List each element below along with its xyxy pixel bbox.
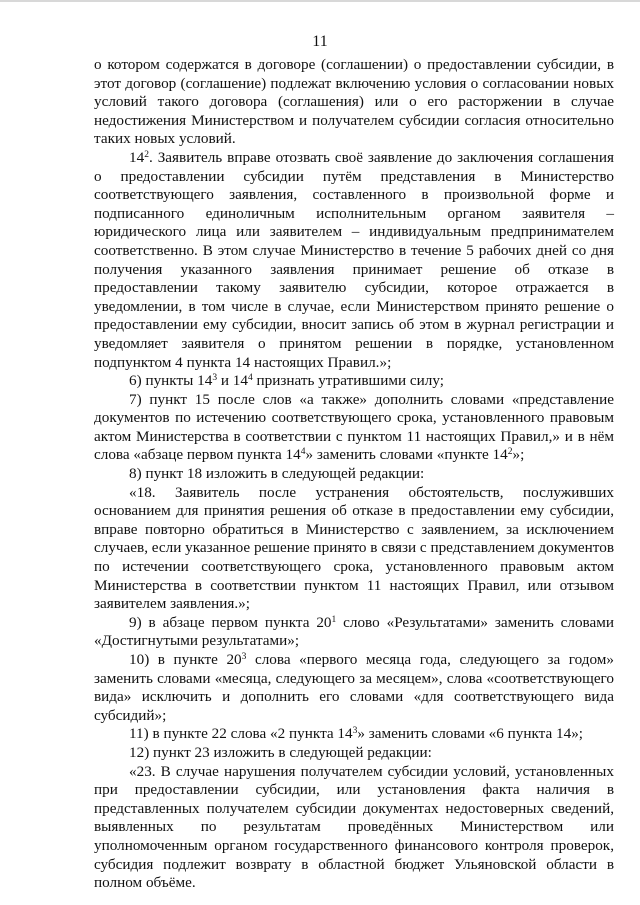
superscript: 1 <box>331 614 337 625</box>
item-7: 7) пункт 15 после слов «а также» дополнить словами «представление документов по истечению соответствующего срока, установленного правовым актом Министерства в соответствии с пунктом 11 настоящих Правил,» и в нём слова «абзаце первом пункта $14^4$» заменить словами «пункте $14^2$»; <box>94 390 614 464</box>
superscript: 3 <box>352 726 358 737</box>
top-border-line <box>0 0 640 2</box>
item-9: 9) в абзаце первом пункта $20^1$ слово «Результатами» заменить словами «Достигнутыми результатами»; <box>94 613 614 650</box>
document-body <box>94 56 614 893</box>
item-10: 10) в пункте $20^3$ слова «первого месяца года, следующего за годом» заменить словами «месяца, следующего за месяцем», слова «соответствующего вида» исключить и дополнить его словами «для соответствующего вида субсидий»; <box>94 651 614 724</box>
superscript: 2 <box>144 149 149 160</box>
superscript: 3 <box>241 652 247 662</box>
item-8: 8) пункт 18 изложить в следующей редакции: <box>129 465 425 483</box>
superscript: 4 <box>300 447 306 458</box>
superscript: 3 <box>212 373 218 384</box>
item-12: 12) пункт 23 изложить в следующей редакции: <box>129 743 432 761</box>
superscript: 4 <box>247 373 253 384</box>
paragraph-14-2: $14^2$. Заявитель вправе отозвать своё заявление до заключения соглашения о предоставлении субсидии путём представления в Министерство соответствующего заявления, составленного в произвольной форме и подписанного единоличным исполнительным органом заявителя – юридического лица или заявителем – индивидуальным предпринимателем соответственно. В этом случае Министерство в течение 5 рабочих дней со дня получения указанного заявления принимает решение об отказе в предоставлении такому заявителю субсидии, которое отражается в уведомлении, в том числе в случае, если Министерством принято решение о предоставлении ему субсидии, вносит запись об этом в журнал регистрации и уведомляет заявителя о принятом решении в порядке, установленном подпунктом 4 пункта 14 настоящих Правил.»; <box>94 148 614 371</box>
page-number: 11 <box>312 33 328 50</box>
item-6: 6) пункты $14^3$ и $14^4$ признать утратившими силу; <box>129 372 444 390</box>
clause-23-text: «23. В случае нарушения получателем субсидии условий, установленных при предоставлении субсидии, или установления факта наличия в представленных получателем субсидии документах недостоверных сведений, выявленных по результатам проведённых Министерством или уполномоченным органом государственного финансового контроля проверок, субсидия подлежит возврату в областной бюджет Ульяновской области в полном объёме. <box>94 762 614 892</box>
clause-18-text: «18. Заявитель после устранения обстоятельств, послуживших основанием для принятия решения об отказе в предоставлении ему субсидии, вправе повторно обратиться в Министерство с заявлением, за исключением случаев, если указанное решение принято в связи с представлением документов по истечении соответствующего срока, установленного правовым актом Министерства в соответствии пунктом 11 настоящих Правил, или отзывом заявителем заявления.»; <box>94 483 614 613</box>
paragraph-continuation: о котором содержатся в договоре (соглашении) о предоставлении субсидии, в этот договор (соглашение) подлежат включению условия о согласовании новых условий такого договора (соглашения) или о его расторжении в случае недостижения Министерством и получателем субсидии согласия относительно таких новых условий. <box>94 56 614 148</box>
item-11: 11) в пункте 22 слова «2 пункта $14^3$» заменить словами «6 пункта 14»; <box>129 725 584 743</box>
superscript: 2 <box>507 447 513 458</box>
